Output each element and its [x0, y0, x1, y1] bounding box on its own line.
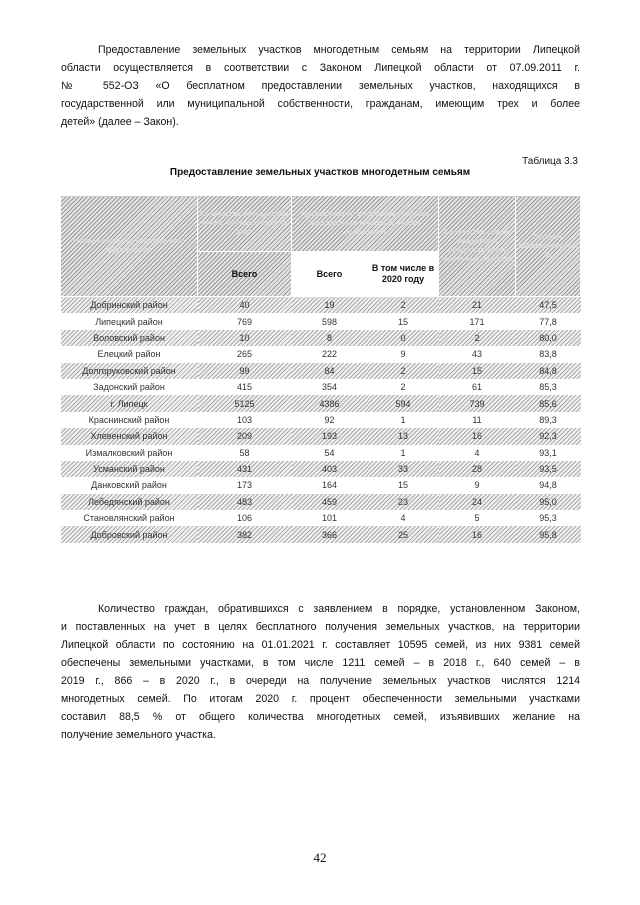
cell-municipality: Усманский район	[61, 461, 198, 477]
cell-registered: 99	[198, 363, 292, 379]
cell-waiting: 21	[439, 297, 516, 314]
cell-percent: 93,5	[516, 461, 581, 477]
intro-line: области осуществляется в соответствии с Законом Липецкой области от 07.09.2011 г.	[61, 62, 580, 74]
cell-provided: 222	[321, 349, 338, 360]
cell-registered: 382	[198, 526, 292, 542]
cell-municipality: Воловский район	[61, 330, 198, 346]
cell-municipality: Долгоруковский район	[61, 363, 198, 379]
cell-provided: 598	[321, 316, 338, 327]
table-row	[61, 477, 581, 493]
cell-registered: 209	[198, 428, 292, 444]
cell-municipality: Задонский район	[93, 382, 165, 393]
intro-line: детей» (далее – Закон).	[61, 116, 179, 128]
summary-line: многодетных семей. По итогам 2020 г. процент обеспеченности земельными участками	[61, 693, 580, 705]
cell-provided: 54	[324, 447, 335, 458]
cell-waiting: 16	[439, 428, 516, 444]
cell-waiting: 24	[439, 494, 516, 510]
cell-municipality: г. Липецк	[61, 395, 198, 411]
cell-percent: 83,8	[539, 349, 557, 360]
cell-provided-2020: 2	[368, 297, 439, 314]
cell-provided: 354	[321, 382, 338, 393]
cell-provided-2020: 25	[368, 526, 439, 542]
header-registered-group: Количество многодетных семей, поставленных на учет	[198, 196, 292, 252]
table-title: Предоставление земельных участков многодетным семьям	[169, 167, 471, 178]
summary-line: и поставленных на учет в целях бесплатного получения земельных участков, на территории	[61, 621, 580, 633]
cell-percent: 93,1	[539, 447, 557, 458]
cell-provided-2020: 33	[368, 461, 439, 477]
cell-provided-2020: 9	[400, 349, 406, 360]
intro-line: Предоставление земельных участков многодетным семьям на территории Липецкой	[98, 44, 580, 56]
cell-municipality: Лебедянский район	[61, 494, 198, 510]
cell-provided: 366	[292, 526, 368, 542]
cell-percent: 80,0	[516, 330, 581, 346]
summary-paragraph	[61, 600, 580, 744]
header-provided-total: Всего	[292, 252, 368, 297]
cell-provided-2020: 0	[368, 330, 439, 346]
cell-percent: 85,6	[516, 395, 581, 411]
cell-municipality: Добровский район	[61, 526, 198, 542]
summary-line: обеспечены земельными участками, в том числе 1211 семей – в 2018 г., 640 семей – в	[61, 657, 580, 669]
table-row	[61, 510, 581, 526]
cell-registered: 173	[236, 480, 253, 491]
summary-line: Количество граждан, обратившихся с заявлением в порядке, установленном Законом,	[98, 603, 580, 615]
table-row	[61, 526, 581, 542]
cell-registered: 265	[236, 349, 253, 360]
summary-line: 2019 г., 866 – в 2020 г., в очереди на получение земельных участков числятся 1214	[61, 675, 580, 687]
cell-registered: 58	[239, 447, 250, 458]
table-row	[61, 445, 581, 461]
land-plots-table	[60, 195, 581, 543]
cell-percent: 77,8	[539, 316, 557, 327]
cell-provided-2020: 4	[400, 513, 406, 524]
table-row	[61, 330, 581, 346]
cell-provided: 8	[292, 330, 368, 346]
table-row	[61, 395, 581, 411]
cell-provided: 459	[292, 494, 368, 510]
cell-provided: 84	[292, 363, 368, 379]
cell-provided-2020: 23	[368, 494, 439, 510]
cell-provided: 193	[292, 428, 368, 444]
cell-waiting: 43	[471, 349, 482, 360]
table-row	[61, 297, 581, 314]
cell-percent: 85,3	[539, 382, 557, 393]
summary-line: получение земельного участка.	[61, 729, 216, 741]
cell-registered: 5125	[198, 395, 292, 411]
table-row	[61, 379, 581, 395]
cell-provided: 4386	[292, 395, 368, 411]
table-row	[61, 428, 581, 444]
cell-provided-2020: 1	[400, 447, 406, 458]
cell-waiting: 16	[439, 526, 516, 542]
table-row	[61, 363, 581, 379]
header-registered-total: Всего	[198, 252, 292, 297]
cell-provided: 164	[321, 480, 338, 491]
summary-line: Липецкой области по состоянию на 01.01.2021 г. составляет 10595 семей, из них 9381 семей	[61, 639, 580, 651]
cell-municipality: Добринский район	[61, 297, 198, 314]
cell-provided-2020: 15	[397, 480, 408, 491]
cell-provided-2020: 13	[368, 428, 439, 444]
cell-provided: 92	[324, 414, 335, 425]
intro-paragraph	[61, 41, 580, 131]
cell-municipality: Измалковский район	[85, 447, 173, 458]
cell-registered: 10	[198, 330, 292, 346]
cell-provided-2020: 15	[397, 316, 408, 327]
cell-registered: 431	[198, 461, 292, 477]
cell-municipality: Краснинский район	[88, 414, 170, 425]
cell-percent: 95,8	[516, 526, 581, 542]
cell-provided: 101	[321, 513, 338, 524]
cell-percent: 94,8	[539, 480, 557, 491]
cell-municipality: Елецкий район	[97, 349, 161, 360]
page-number: 42	[313, 850, 327, 865]
table-row	[61, 412, 581, 428]
header-provided-2020: В том числе в 2020 году	[368, 252, 439, 297]
cell-percent: 95,0	[516, 494, 581, 510]
table-row	[61, 346, 581, 362]
cell-waiting: 4	[474, 447, 480, 458]
cell-percent: 89,3	[539, 414, 557, 425]
cell-waiting: 739	[439, 395, 516, 411]
cell-waiting: 171	[469, 316, 485, 327]
cell-provided-2020: 2	[368, 363, 439, 379]
cell-registered: 483	[198, 494, 292, 510]
cell-waiting: 28	[439, 461, 516, 477]
cell-waiting: 2	[439, 330, 516, 346]
cell-percent: 84,8	[516, 363, 581, 379]
cell-provided-2020: 2	[400, 382, 406, 393]
cell-registered: 103	[236, 414, 253, 425]
cell-waiting: 9	[474, 480, 480, 491]
intro-line: № 552-ОЗ «О бесплатном предоставлении земельных участков, находящихся в	[61, 80, 580, 92]
table-row	[61, 313, 581, 329]
cell-municipality: Становлянский район	[83, 513, 175, 524]
cell-percent: 95,3	[539, 513, 557, 524]
table-row	[61, 461, 581, 477]
cell-registered: 40	[198, 297, 292, 314]
cell-registered: 769	[236, 316, 253, 327]
header-municipality: Наименование муниципального образования	[61, 196, 198, 297]
cell-registered: 106	[236, 513, 253, 524]
cell-provided: 19	[292, 297, 368, 314]
header-waiting: Количество семей, ожидающих предоставления земельных участков	[439, 196, 516, 297]
header-provided-group: Предоставлено земельных участков многодетным семьям (с учетом выбывших)	[292, 196, 439, 252]
cell-municipality: Хлевенский район	[61, 428, 198, 444]
cell-municipality: Липецкий район	[95, 316, 163, 327]
summary-line: составил 88,5 % от общего количества многодетных семей, изъявивших желание на	[61, 711, 580, 723]
cell-provided: 403	[292, 461, 368, 477]
intro-line: государственной или муниципальной собственности, гражданам, имеющим трех и более	[61, 98, 580, 110]
cell-provided-2020: 594	[368, 395, 439, 411]
cell-waiting: 11	[472, 414, 482, 425]
cell-percent: 92,3	[516, 428, 581, 444]
cell-waiting: 15	[439, 363, 516, 379]
table-number: Таблица 3.3	[522, 156, 578, 167]
header-percent: Процент обеспеченности, %	[516, 196, 581, 297]
cell-provided-2020: 1	[400, 414, 406, 425]
cell-percent: 47,5	[516, 297, 581, 314]
cell-registered: 415	[236, 382, 253, 393]
cell-waiting: 61	[471, 382, 482, 393]
table-row	[61, 494, 581, 510]
cell-municipality: Данковский район	[91, 480, 167, 491]
cell-waiting: 5	[474, 513, 480, 524]
